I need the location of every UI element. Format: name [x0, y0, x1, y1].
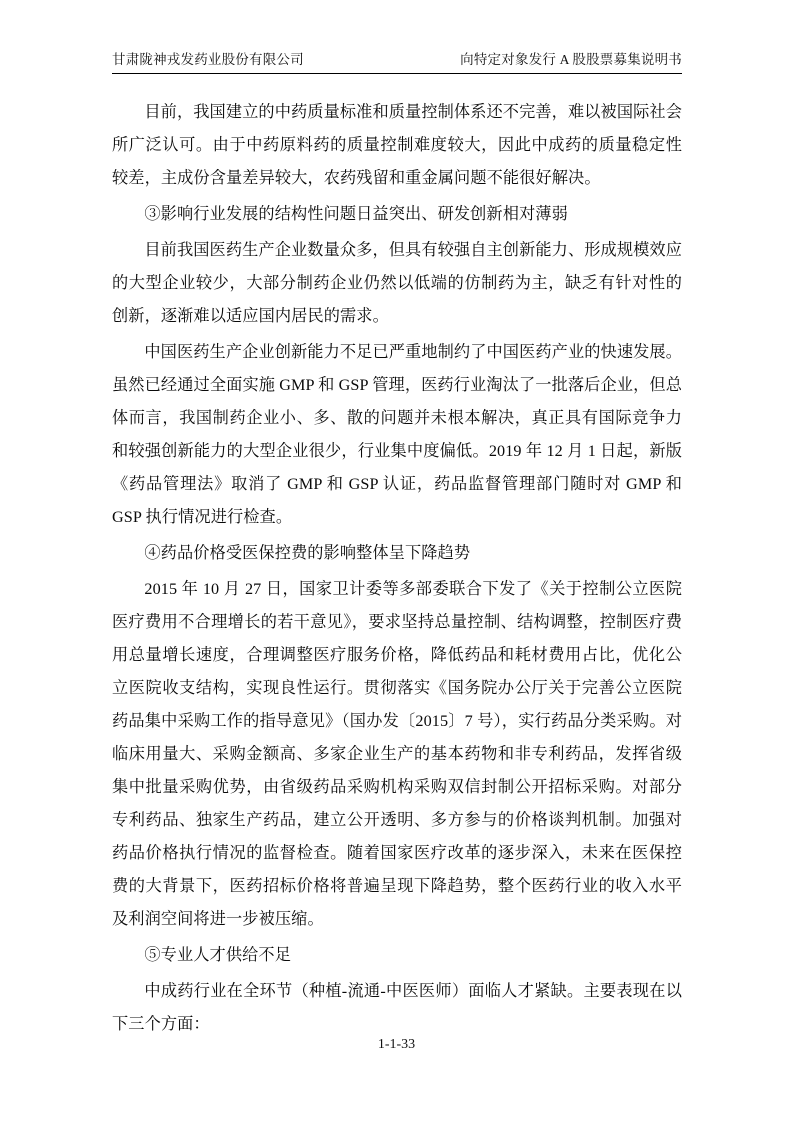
header-document-title: 向特定对象发行 A 股股票募集说明书	[460, 52, 682, 67]
header-company-name: 甘肃陇神戎发药业股份有限公司	[112, 52, 304, 67]
section-heading: ⑤专业人才供给不足	[144, 946, 291, 964]
paragraph: 2015 年 10 月 27 日，国家卫计委等多部委联合下发了《关于控制公立医院医疗费用不合理增长的若干意见》，要求坚持总量控制、结构调整，控制医疗费用总量增长速度，合理调整医疗服务价格，降低药品和耗材费用占比，优化公立医院收支结构，实现良性运行。贯彻落实《国务院办公厅关于完善公立医院药品集中采购工作的指导意见》（国办发〔2015〕7 号），实行药品分类采购。对临床用量大、采购金额高、多家企业生产的基本药物和非专利药品，发挥省级集中批量采购优势，由省级药品采购机构采购双信封制公开招标采购。对部分专利药品、独家生产药品，建立公开透明、多方参与的价格谈判机制。加强对药品价格执行情况的监督检查。随着国家医疗改革的逐步深入，未来在医保控费的大背景下，医药招标价格将普遍呈现下降趋势，整个医药行业的收入水平及利润空间将进一步被压缩。	[112, 580, 682, 928]
page-number: 1-1-33	[377, 1037, 416, 1052]
paragraph: 目前我国医药生产企业数量众多，但具有较强自主创新能力、形成规模效应的大型企业较少，大部分制药企业仍然以低端的仿制药为主，缺乏有针对性的创新，逐渐难以适应国内居民的需求。	[112, 241, 682, 325]
page-header	[112, 48, 682, 73]
section-heading: ④药品价格受医保控费的影响整体呈下降趋势	[144, 544, 471, 562]
paragraph: 中国医药生产企业创新能力不足已严重地制约了中国医药产业的快速发展。虽然已经通过全面实施 GMP 和 GSP 管理，医药行业淘汰了一批落后企业，但总体而言，我国制药企业小、多、散的问题并未根本解决，真正具有国际竞争力和较强创新能力的大型企业很少，行业集中度偏低。2019 年 12 月 1 日起，新版《药品管理法》取消了 GMP 和 GSP 认证，药品监督管理部门随时对 GMP 和 GSP 执行情况进行检查。	[112, 343, 682, 526]
header-divider	[112, 73, 682, 74]
page-footer	[0, 1037, 793, 1053]
paragraph: 中成药行业在全环节（种植-流通-中医医师）面临人才紧缺。主要表现在以下三个方面：	[112, 982, 682, 1033]
section-heading: ③影响行业发展的结构性问题日益突出、研发创新相对薄弱	[144, 205, 568, 223]
page-content	[112, 48, 682, 1044]
body-text	[112, 96, 682, 1041]
paragraph: 目前，我国建立的中药质量标准和质量控制体系还不完善，难以被国际社会所广泛认可。由于中药原料药的质量控制难度较大，因此中成药的质量稳定性较差，主成份含量差异较大，农药残留和重金属问题不能很好解决。	[112, 103, 682, 187]
